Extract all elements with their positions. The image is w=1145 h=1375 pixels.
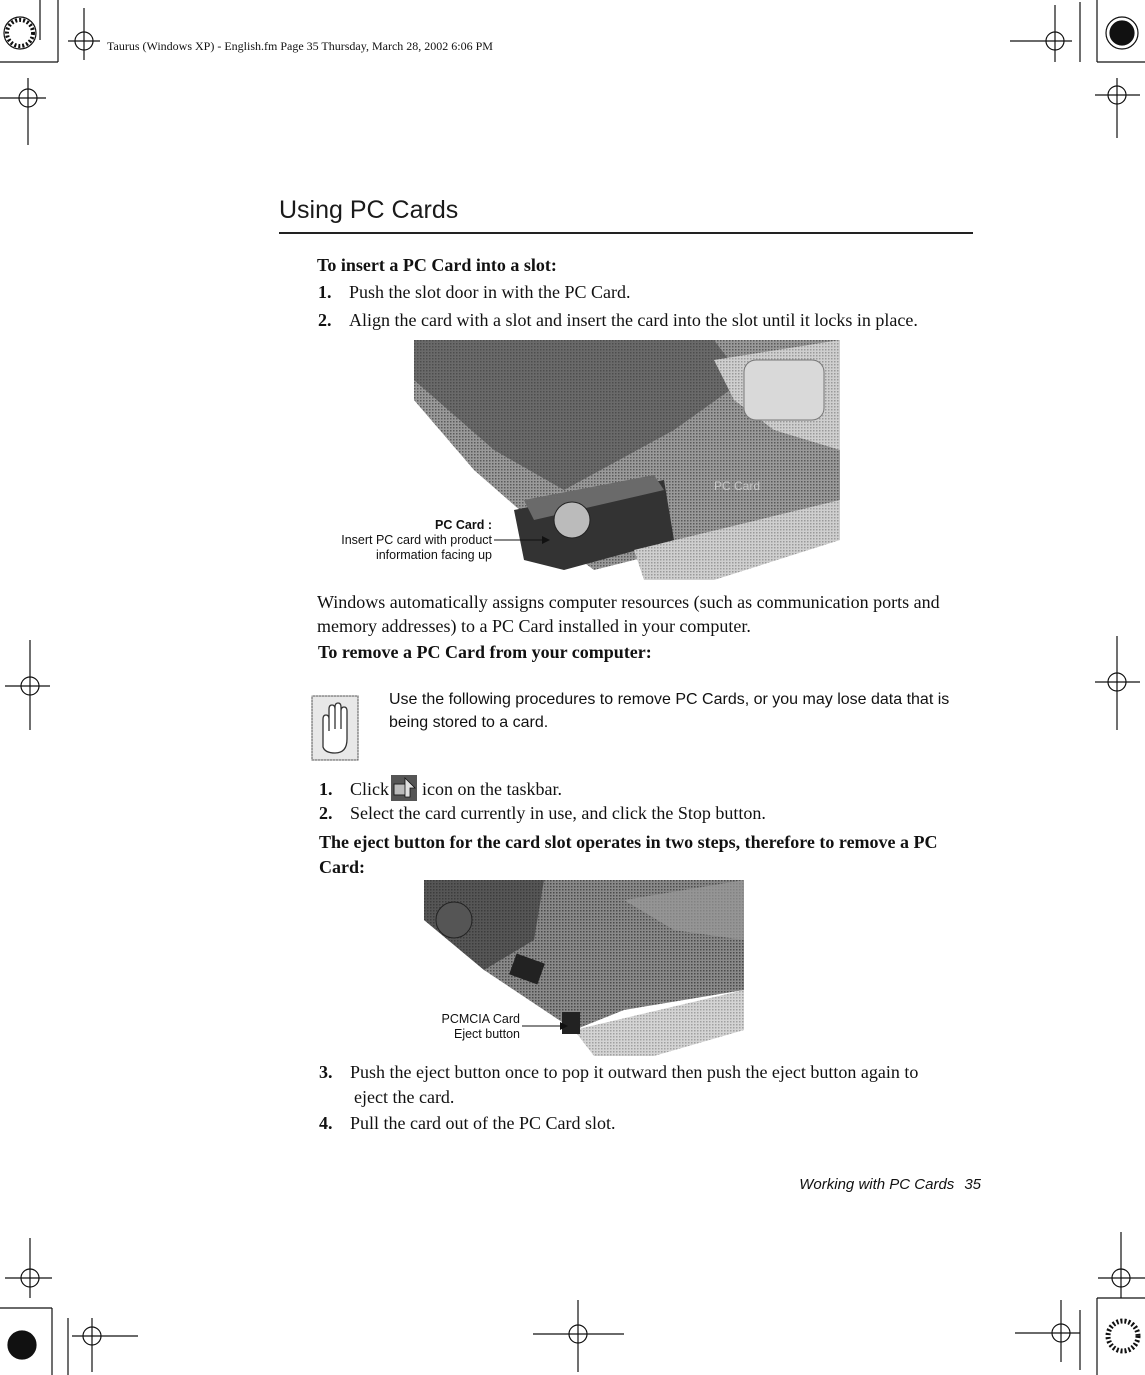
pc-card-callout xyxy=(300,518,492,563)
callout-line: Eject button xyxy=(453,1027,520,1041)
title-rule xyxy=(279,232,973,234)
step-text-before: Click xyxy=(350,779,389,799)
windows-resources-paragraph: Windows automatically assigns computer resources (such as communication ports and memory addresses) to a PC Card installed in your computer. xyxy=(317,592,940,636)
warning-note: Use the following procedures to remove PC Cards, or you may lose data that is being stored to a card. xyxy=(389,691,950,731)
eject-step-4 xyxy=(319,1113,615,1134)
step-number: 1. xyxy=(318,282,332,302)
remove-step-1 xyxy=(319,775,562,801)
step-number: 2. xyxy=(319,803,333,823)
insert-heading: To insert a PC Card into a slot: xyxy=(317,255,557,275)
callout-line: information facing up xyxy=(375,548,492,562)
page-number: 35 xyxy=(964,1176,981,1193)
step-text-after: icon on the taskbar. xyxy=(422,779,562,799)
step-text: Select the card currently in use, and click the Stop button. xyxy=(350,803,766,823)
step-number: 2. xyxy=(318,310,332,330)
svg-text:PC Card: PC Card xyxy=(714,479,761,493)
step-text: Align the card with a slot and insert the card into the slot until it locks in place. xyxy=(349,310,918,330)
hand-stop-icon xyxy=(311,695,359,761)
insert-step-1 xyxy=(318,282,631,303)
step-number: 1. xyxy=(319,779,333,799)
eject-button-callout xyxy=(410,1012,520,1042)
safely-remove-hardware-icon xyxy=(391,775,417,801)
step-text: Push the slot door in with the PC Card. xyxy=(349,282,631,302)
step-text: Pull the card out of the PC Card slot. xyxy=(350,1113,616,1133)
step-text-continued: eject the card. xyxy=(354,1087,455,1107)
footer-chapter: Working with PC Cards xyxy=(799,1176,955,1193)
step-number: 4. xyxy=(319,1113,333,1133)
eject-step-3 xyxy=(319,1060,969,1110)
callout-title: PC Card : xyxy=(435,518,492,532)
callout-line: PCMCIA Card xyxy=(441,1012,520,1026)
step-number: 3. xyxy=(319,1062,333,1082)
print-header-slug: Taurus (Windows XP) - English.fm Page 35 Thursday, March 28, 2002 6:06 PM xyxy=(107,39,493,53)
page-title: Using PC Cards xyxy=(279,196,459,224)
insert-step-2 xyxy=(318,310,918,331)
callout-leader-line xyxy=(520,1018,570,1034)
step-text: Push the eject button once to pop it outward then push the eject button again to xyxy=(350,1062,919,1082)
callout-line: Insert PC card with product xyxy=(341,533,492,547)
page-footer xyxy=(700,1176,981,1193)
remove-heading: To remove a PC Card from your computer: xyxy=(318,642,652,662)
eject-heading: The eject button for the card slot operates in two steps, therefore to remove a PC Card: xyxy=(319,832,938,877)
remove-step-2 xyxy=(319,803,766,824)
callout-leader-line xyxy=(492,534,552,554)
